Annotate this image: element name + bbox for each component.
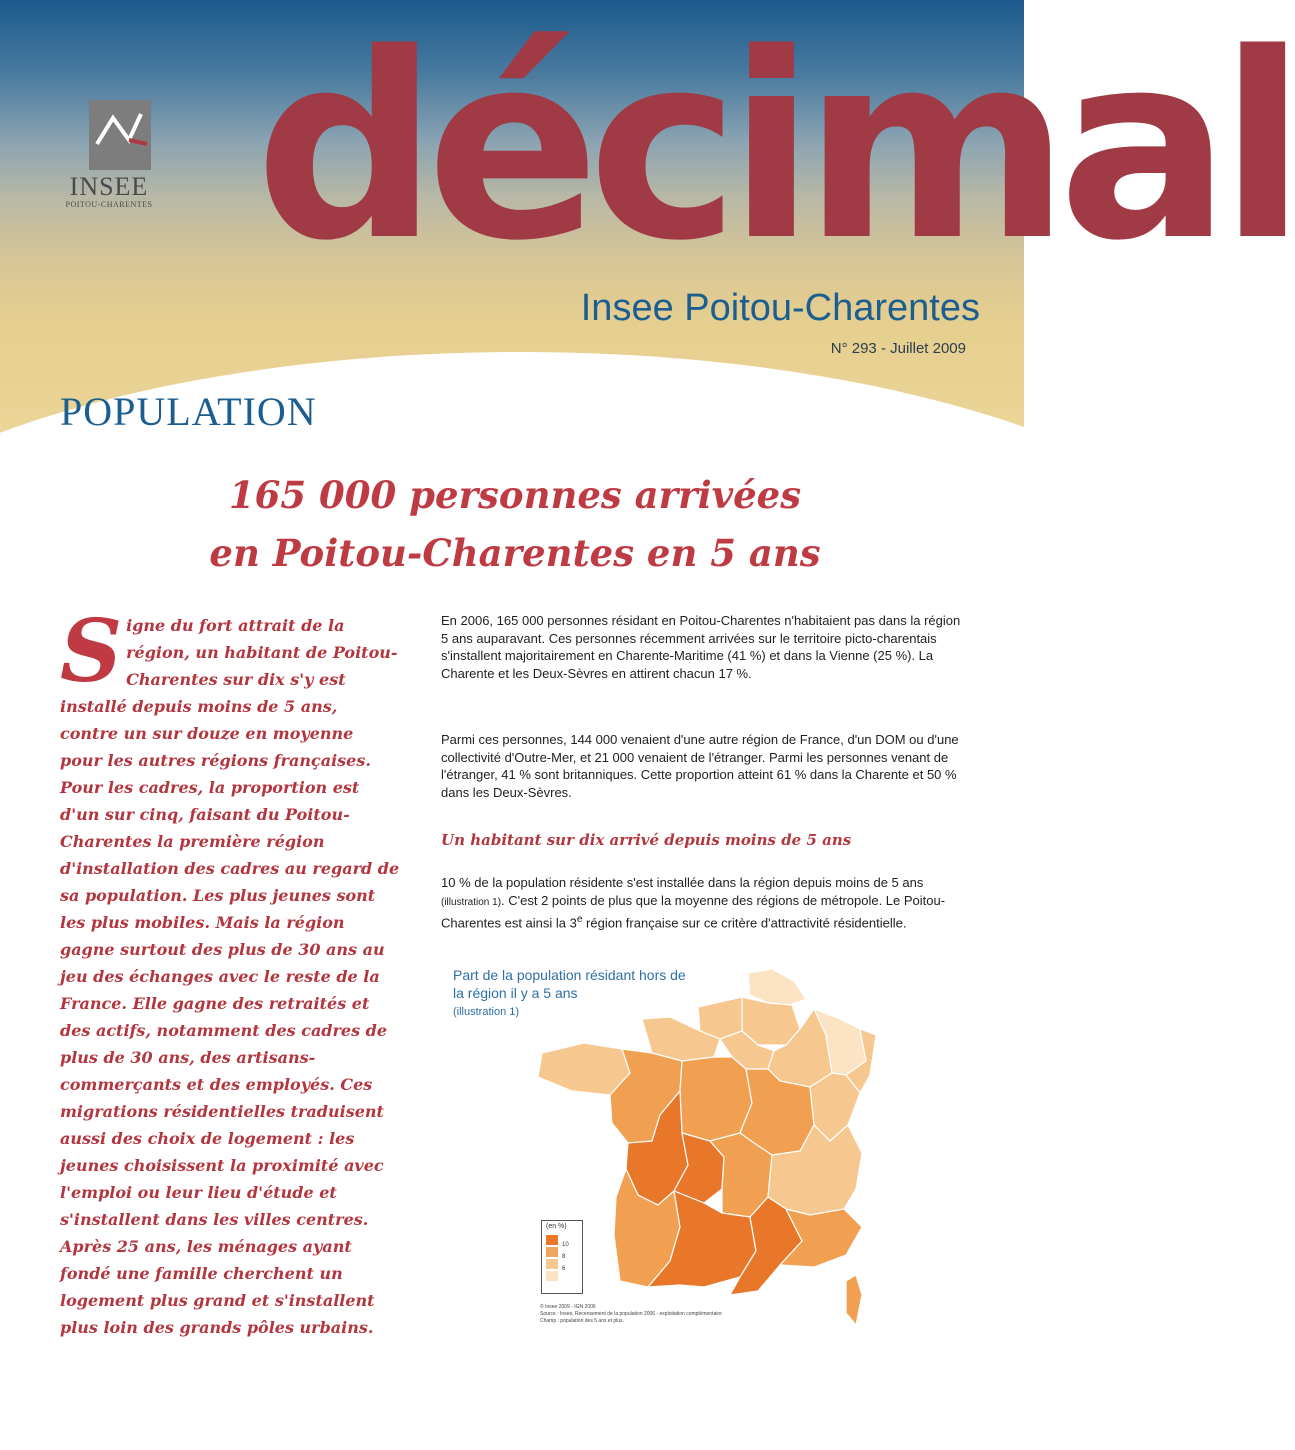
body-paragraph-3-part-b: . C'est 2 points de plus que la moyenne des régions de métropole. Le Poitou-Charentes est ainsi la 3 <box>441 892 946 931</box>
legend-swatch-4 <box>546 1271 558 1281</box>
body-paragraph-2: Parmi ces personnes, 144 000 venaient d'une autre région de France, d'un DOM ou d'une collectivité d'Outre-Mer, et 21 000 venaient de l'étranger. Parmi les personnes venant de l'étranger, 41 % sont britanniques. Cette proportion atteint 61 % dans la Charente et 50 % dans les Deux-Sèvres. <box>441 732 959 800</box>
insee-logo-region: POITOU-CHARENTES <box>65 200 153 209</box>
legend-swatch-1 <box>546 1235 558 1245</box>
lead-dropcap: S <box>60 601 123 702</box>
body-paragraph-3-ref: (illustration 1) <box>441 896 502 908</box>
publication-subtitle: Insee Poitou-Charentes <box>580 287 980 329</box>
map-legend <box>541 1220 583 1294</box>
map-title: Part de la population résidant hors de la région il y a 5 ans <box>453 967 686 1001</box>
body-paragraph-1: En 2006, 165 000 personnes résidant en Poitou-Charentes n'habitaient pas dans la région 5 ans auparavant. Ces personnes récemment arrivées sur le territoire picto-charentais s'installent majoritairement en Charente-Maritime (41 %) et dans la Vienne (25 %). La Charente et les Deux-Sèvres en attirent chacun 17 %. <box>441 613 961 681</box>
headline-line1: 165 000 personnes arrivées <box>228 473 802 517</box>
region-corse <box>846 1275 862 1325</box>
lead-text: igne du fort attrait de la région, un habitant de Poitou-Charentes sur dix s'y est installé depuis moins de 5 ans, contre un sur douze en moyenne pour les autres régions françaises. Pour les cadres, la proportion est d'un sur cinq, faisant du Poitou-Charentes la première région d'installation des cadres au regard de sa population. Les plus jeunes sont les plus mobiles. Mais la région gagne surtout des plus de 30 ans au jeu des échanges avec le reste de la France. Elle gagne des retraités et des actifs, notamment des cadres de plus de 30 ans, des artisans-commerçants et des employés. Ces migrations résidentielles traduisent aussi des choix de logement : les jeunes choisissent la proximité avec l'emploi ou leur lieu d'étude et s'installent dans les villes centres. Après 25 ans, les ménages ayant fondé une famille cherchent un logement plus grand et s'installent plus loin des grands pôles urbains. <box>60 616 400 1337</box>
map-reference: (illustration 1) <box>453 1006 520 1018</box>
issue-number: N° 293 - Juillet 2009 <box>830 340 966 357</box>
map-note-scope: Champ : population des 5 ans et plus. <box>540 1318 624 1324</box>
map-note-source: Source : Insee, Recensement de la population 2006 - exploitation complémentaire <box>540 1311 722 1317</box>
legend-unit: (en %) <box>546 1223 567 1230</box>
legend-swatch-2 <box>546 1247 558 1257</box>
section-title: POPULATION <box>60 389 317 434</box>
insee-logo-name: INSEE <box>69 172 149 201</box>
region-bretagne <box>538 1043 630 1095</box>
map-note-copyright: © Insee 2009 - IGN 2006 <box>540 1304 596 1310</box>
map-notes <box>540 1304 840 1325</box>
legend-swatch-3 <box>546 1259 558 1269</box>
legend-tick-2: 8 <box>562 1254 566 1260</box>
headline <box>120 466 910 582</box>
body-paragraph-3-sup: e <box>576 914 583 925</box>
body-paragraph-3-part-c: région française sur ce critère d'attractivité résidentielle. <box>582 915 907 931</box>
insee-logo <box>62 100 156 209</box>
legend-tick-3: 6 <box>562 1266 566 1272</box>
lead-paragraph <box>60 601 400 1341</box>
body-paragraph-3 <box>441 874 971 932</box>
body-subheading: Un habitant sur dix arrivé depuis moins de 5 ans <box>441 831 852 849</box>
region-nord-pas-de-calais <box>748 969 806 1005</box>
headline-line2: en Poitou-Charentes en 5 ans <box>209 531 821 575</box>
body-paragraph-3-part-a: 10 % de la population résidente s'est installée dans la région depuis moins de 5 ans <box>441 875 924 890</box>
insee-logo-mark <box>89 100 151 170</box>
legend-tick-1: 10 <box>562 1242 569 1248</box>
brand-title: décimal <box>255 0 1295 297</box>
insee-arrow-icon <box>89 100 151 170</box>
